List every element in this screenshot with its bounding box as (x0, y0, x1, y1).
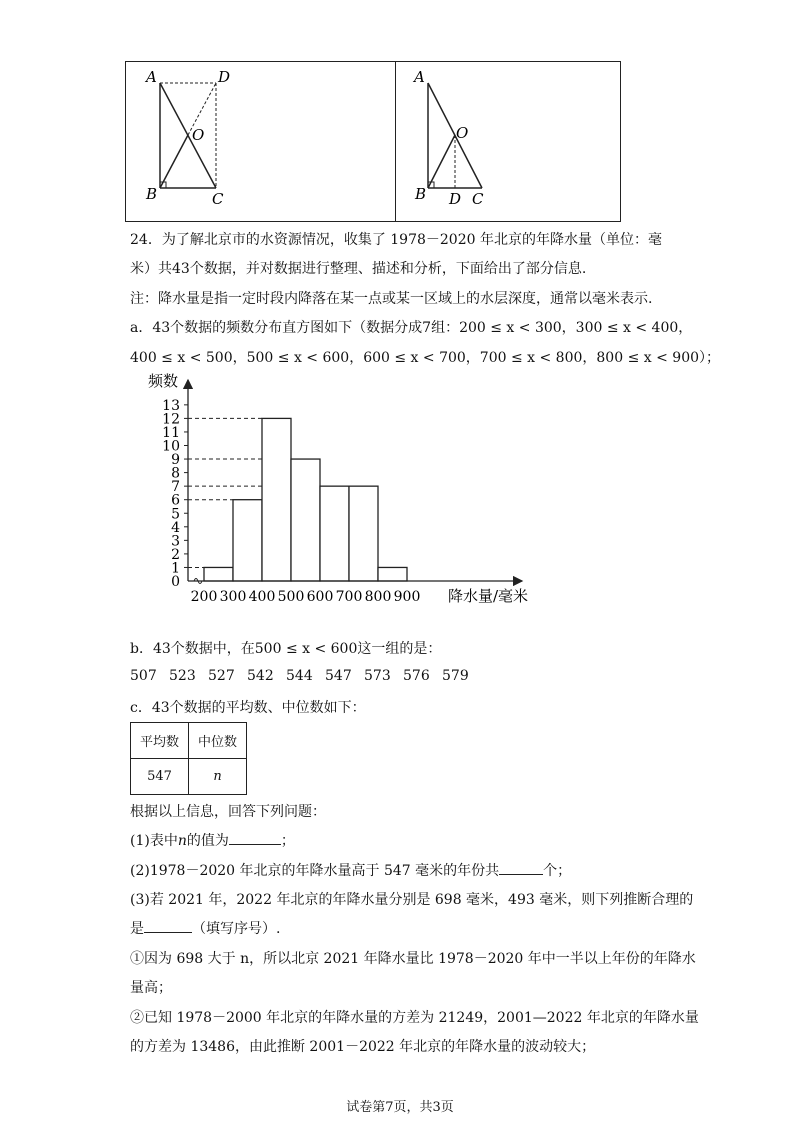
y-tick-label: 11 (162, 424, 180, 441)
part-b-value: 527 (208, 668, 235, 684)
histogram-bar (233, 500, 262, 581)
geometry-figures-box (125, 61, 621, 222)
value-mean: 547 (131, 759, 189, 795)
y-tick-label: 5 (171, 506, 180, 523)
option-1-line1: ①因为 698 大于 n，所以北京 2021 年降水量比 1978－2020 年中一半以上年份的年降水 (130, 951, 696, 967)
y-tick-label: 13 (162, 397, 180, 414)
q1-prefix: (1)表中 (130, 833, 178, 849)
label-A: A (146, 68, 157, 86)
x-tick-label: 800 (364, 589, 392, 605)
y-tick-label: 10 (162, 438, 180, 455)
page-footer: 试卷第7页，共3页 (346, 1100, 454, 1115)
y-tick-label: 6 (171, 492, 180, 509)
part-b-value: 576 (403, 668, 430, 684)
label-C: C (472, 190, 484, 208)
label-C: C (212, 190, 224, 208)
figure-right-triangle (396, 62, 620, 220)
histogram-bar (349, 486, 378, 581)
histogram-bar (291, 459, 320, 581)
part-b-value: 573 (364, 668, 391, 684)
q1-suffix: 的值为 (186, 833, 229, 849)
y-tick-label: 2 (171, 546, 180, 563)
q2-end: 个； (543, 863, 572, 879)
q1-answer-blank[interactable] (229, 844, 281, 845)
histogram-bar (204, 567, 233, 581)
label-B: B (415, 185, 427, 203)
figure-left-rectangle (126, 62, 394, 220)
segment-BO (160, 135, 188, 188)
y-tick-label: 3 (171, 533, 180, 550)
part-b: b．43个数据中，在500 ≤ x < 600这一组的是： (130, 641, 442, 657)
question-intro-line2: 米）共43个数据，并对数据进行整理、描述和分析，下面给出了部分信息. (130, 261, 587, 277)
part-c: c．43个数据的平均数、中位数如下： (130, 700, 366, 716)
part-b-value: 544 (286, 668, 313, 684)
y-tick-label: 1 (171, 560, 180, 577)
x-tick-label: 400 (248, 589, 276, 605)
label-A: A (414, 68, 425, 86)
q3-suffix: （填写序号）. (192, 921, 281, 937)
label-B: B (146, 185, 158, 203)
question-intro-line1: 24．为了解北京市的水资源情况，收集了 1978－2020 年北京的年降水量（单位：毫 (130, 232, 662, 248)
x-tick-label: 900 (393, 589, 421, 605)
histogram-bar (262, 418, 291, 581)
sub-question-2 (130, 860, 571, 880)
option-2-line2: 的方差为 13486，由此推断 2001－2022 年北京的年降水量的波动较大； (130, 1039, 596, 1055)
q3-prefix: 是 (130, 921, 144, 937)
x-axis-title: 降水量/毫米 (448, 587, 529, 605)
option-1-line2: 量高； (130, 980, 172, 996)
header-median: 中位数 (189, 723, 247, 759)
segment-BO (428, 135, 455, 188)
y-tick-label: 0 (171, 574, 180, 590)
q3-answer-blank[interactable] (144, 932, 192, 933)
histogram-bar (320, 486, 349, 581)
y-tick-label: 12 (162, 411, 180, 428)
histogram-bar (378, 567, 407, 581)
y-tick-label: 9 (171, 452, 180, 469)
x-tick-label: 500 (277, 589, 305, 605)
frequency-histogram (130, 370, 550, 610)
q1-variable: n (177, 833, 187, 849)
stats-table (130, 722, 247, 795)
x-tick-label: 700 (335, 589, 363, 605)
label-D: D (449, 190, 462, 208)
x-tick-label: 600 (306, 589, 334, 605)
y-tick-label: 4 (171, 519, 180, 536)
x-tick-label: 200 (190, 589, 218, 605)
label-O: O (456, 124, 469, 142)
prompt: 根据以上信息，回答下列问题： (130, 804, 326, 820)
header-mean: 平均数 (131, 723, 189, 759)
part-b-value: 547 (325, 668, 352, 684)
sub-question-3-line2 (130, 918, 280, 938)
part-b-value: 507 (130, 668, 157, 684)
part-a-line1: a．43个数据的频数分布直方图如下（数据分成7组：200 ≤ x < 300，300 ≤ x < 400， (130, 320, 693, 336)
y-axis-title: 频数 (148, 372, 179, 390)
part-b-value: 523 (169, 668, 196, 684)
y-tick-label: 7 (171, 479, 180, 496)
part-b-value: 579 (442, 668, 469, 684)
q2-prefix: (2)1978－2020 年北京的年降水量高于 547 毫米的年份共 (130, 863, 500, 879)
label-O: O (192, 126, 205, 144)
label-D: D (218, 68, 231, 86)
value-median: n (189, 759, 247, 795)
sub-question-1 (130, 830, 295, 850)
part-b-value: 542 (247, 668, 274, 684)
part-a-line2: 400 ≤ x < 500，500 ≤ x < 600，600 ≤ x < 700，700 ≤ x < 800，800 ≤ x < 900）； (130, 350, 721, 366)
part-b-values (130, 668, 469, 684)
q2-answer-blank[interactable] (499, 874, 543, 875)
sub-question-3-line1: (3)若 2021 年，2022 年北京的年降水量分别是 698 毫米，493 毫米，则下列推断合理的 (130, 892, 694, 908)
x-tick-label: 300 (219, 589, 247, 605)
q1-end: ； (280, 833, 295, 849)
y-tick-label: 8 (171, 465, 180, 482)
question-note: 注：降水量是指一定时段内降落在某一点或某一区域上的水层深度，通常以毫米表示. (130, 291, 653, 307)
option-2-line1: ②已知 1978－2000 年北京的年降水量的方差为 21249，2001—2022 年北京的年降水量 (130, 1010, 699, 1026)
